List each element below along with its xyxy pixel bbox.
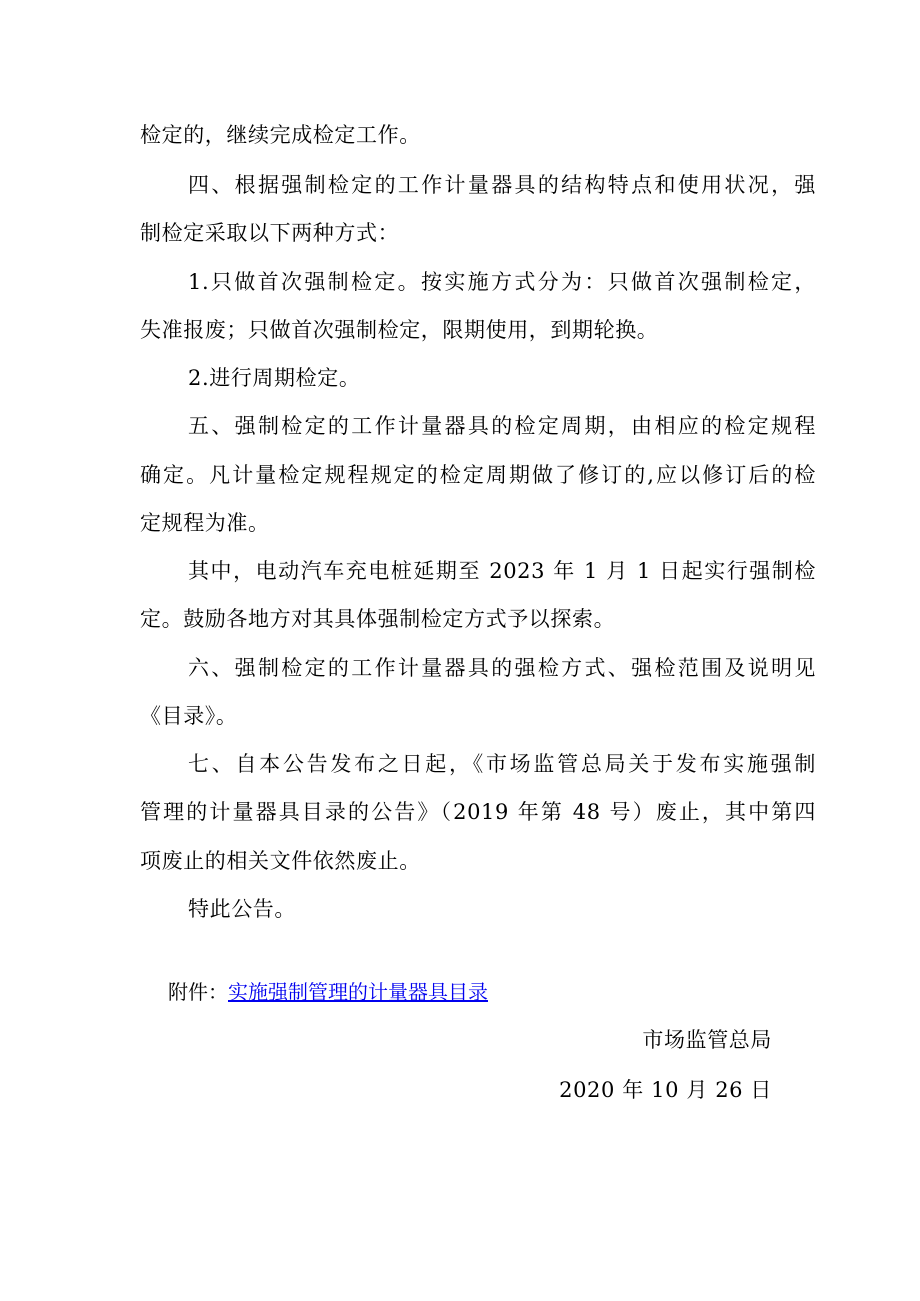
signature-organization: 市场监管总局: [642, 1028, 772, 1052]
item-seven-line-3: 项废止的相关文件依然废止。: [140, 849, 421, 873]
attachment-row: [168, 980, 488, 1004]
attachment-label: 附件：: [168, 980, 228, 1004]
item-seven-line-1: 七、自本公告发布之日起，《市场监管总局关于发布实施强制: [188, 752, 816, 776]
item-four-line-1: 四、根据强制检定的工作计量器具的结构特点和使用状况，强: [188, 173, 816, 197]
method-one-line-2: 失准报废；只做首次强制检定，限期使用，到期轮换。: [140, 318, 659, 342]
item-five-line-3: 定规程为准。: [140, 511, 270, 535]
item-five-line-2: 确定。凡计量检定规程规定的检定周期做了修订的,应以修订后的检: [140, 463, 816, 487]
charging-pile-line-2: 定。鼓励各地方对其具体强制检定方式予以探索。: [140, 607, 616, 631]
attachment-link[interactable]: 实施强制管理的计量器具目录: [228, 980, 488, 1004]
method-two-line: 2.进行周期检定。: [188, 366, 361, 390]
closing-line: 特此公告。: [188, 897, 296, 921]
item-four-line-2: 制检定采取以下两种方式：: [140, 221, 400, 245]
item-six-line-1: 六、强制检定的工作计量器具的强检方式、强检范围及说明见: [188, 656, 816, 680]
item-five-line-1: 五、强制检定的工作计量器具的检定周期，由相应的检定规程: [188, 414, 816, 438]
body-line-1: 检定的，继续完成检定工作。: [140, 123, 421, 147]
item-six-line-2: 《目录》。: [140, 704, 238, 728]
signature-date: 2020 年 10 月 26 日: [559, 1078, 772, 1102]
item-seven-line-2: 管理的计量器具目录的公告》（2019 年第 48 号）废止，其中第四: [140, 800, 816, 824]
method-one-line-1: 1.只做首次强制检定。按实施方式分为：只做首次强制检定，: [188, 270, 816, 294]
charging-pile-line-1: 其中，电动汽车充电桩延期至 2023 年 1 月 1 日起实行强制检: [188, 559, 816, 583]
